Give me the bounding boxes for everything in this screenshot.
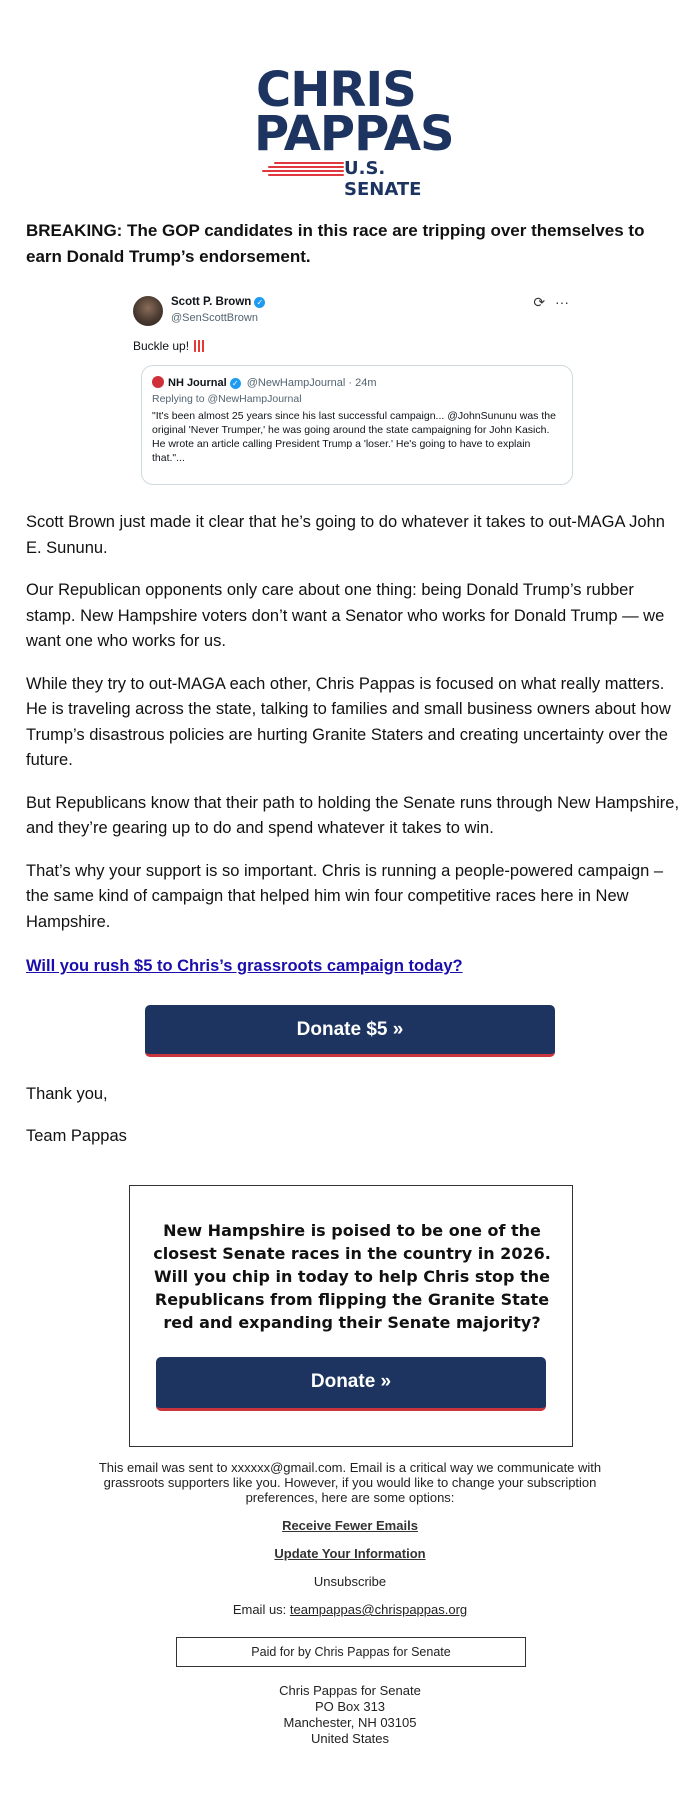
body-paragraphs <box>26 510 681 952</box>
signoff-thanks: Thank you, <box>26 1085 108 1103</box>
donate-callout-box <box>129 1185 573 1447</box>
logo-stripes-icon <box>262 162 344 178</box>
paragraph: Our Republican opponents only care about one thing: being Donald Trump’s rubber stamp. New Hampshire voters don’t want a Senator who works for Donald Trump — we want one who works for us. <box>26 581 665 650</box>
callout-text: New Hampshire is poised to be one of the closest Senate races in the country in 2026. Will you chip in today to help Chris stop the Republicans from flipping the Granite State red and expanding their Senate majority? <box>153 1221 551 1332</box>
more-icon[interactable]: ··· <box>555 294 569 310</box>
logo-line-senate: U.S. SENATE <box>344 158 422 200</box>
receive-fewer-emails-link[interactable]: Receive Fewer Emails <box>282 1518 418 1533</box>
paragraph: While they try to out-MAGA each other, Chris Pappas is focused on what really matters. He is traveling across the state, talking to families and small business owners about how Trump’s disastrous policies are hurting Granite Staters and creating uncertainty over the future. <box>26 674 671 769</box>
mailing-address <box>150 1683 550 1747</box>
paid-for-disclaimer: Paid for by Chris Pappas for Senate <box>176 1637 526 1667</box>
address-line: Manchester, NH 03105 <box>283 1715 417 1730</box>
logo-line-chris: CHRIS <box>256 62 416 118</box>
tweet-author-handle: @SenScottBrown <box>171 312 258 324</box>
address-line: United States <box>310 1731 390 1746</box>
signoff-team: Team Pappas <box>26 1127 127 1145</box>
tweet-actions <box>533 294 569 311</box>
update-information-link[interactable]: Update Your Information <box>274 1546 426 1561</box>
logo-senate-row <box>254 158 454 200</box>
tweet-author-name <box>171 296 265 308</box>
logo-line-pappas: PAPPAS <box>254 106 454 162</box>
rush-5-link[interactable]: Will you rush $5 to Chris’s grassroots campaign today? <box>26 957 463 975</box>
avatar <box>133 296 163 326</box>
paragraph: Scott Brown just made it clear that he’s going to do whatever it takes to out-MAGA John E. Sununu. <box>26 513 665 557</box>
tweet-body <box>133 339 206 353</box>
quoted-handle-time: @NewHampJournal · 24m <box>246 377 377 389</box>
tweet-embed[interactable] <box>133 292 575 492</box>
address-line: Chris Pappas for Senate <box>279 1683 421 1698</box>
footer-email-label: Email us: <box>232 1602 290 1617</box>
email-footer <box>70 1460 630 1617</box>
footer-email-link[interactable]: teampappas@chrispappas.org <box>289 1602 468 1617</box>
breaking-headline: BREAKING: The GOP candidates in this race are tripping over themselves to earn Donald Trump’s endorsement. <box>26 221 645 266</box>
verified-icon: ✓ <box>230 378 241 389</box>
donate-5-button[interactable]: Donate $5 » <box>145 1005 555 1057</box>
quoted-tweet-header <box>152 376 562 389</box>
donate-button[interactable]: Donate » <box>156 1357 546 1411</box>
refresh-icon[interactable]: ⟳ <box>533 294 546 310</box>
nh-journal-avatar-icon <box>152 376 164 388</box>
popcorn-icon <box>194 340 206 352</box>
verified-icon: ✓ <box>254 297 265 308</box>
quoted-reply-context: Replying to @NewHampJournal <box>152 393 302 405</box>
campaign-logo <box>254 62 454 200</box>
unsubscribe-link[interactable]: Unsubscribe <box>313 1574 387 1589</box>
address-line: PO Box 313 <box>314 1699 386 1714</box>
paragraph: But Republicans know that their path to holding the Senate runs through New Hampshire, and they’re gearing up to do and spend whatever it takes to win. <box>26 793 680 837</box>
quoted-tweet-text: "It's been almost 25 years since his last successful campaign... @JohnSununu was the original 'Never Trumper,' he was going around the state campaigning for John Kasich. He wrote an article calling President Trump a 'loser.' He's going to have to explain that."... <box>152 410 556 464</box>
footer-email-row <box>70 1602 630 1617</box>
quoted-author-name: NH Journal <box>168 377 227 389</box>
paragraph: That’s why your support is so important. Chris is running a people-powered campaign – the same kind of campaign that helped him win four competitive races here in New Hampshire. <box>26 861 664 931</box>
tweet-body-text: Buckle up! <box>133 339 190 353</box>
tweet-author-name-text: Scott P. Brown <box>171 296 252 308</box>
quoted-tweet[interactable] <box>141 365 573 485</box>
footer-notice: This email was sent to xxxxxx@gmail.com. Email is a critical way we communicate with grassroots supporters like you. However, if you would like to change your subscription preferences, here are some options: <box>98 1460 602 1505</box>
